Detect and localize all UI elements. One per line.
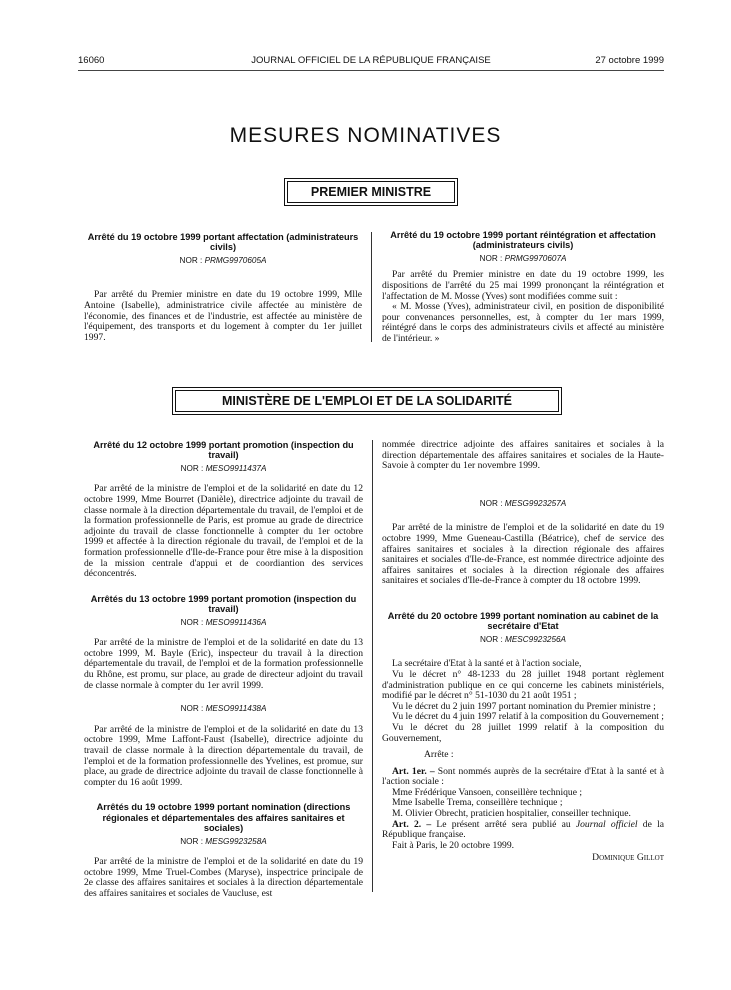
done-line: Fait à Paris, le 20 octobre 1999. <box>392 839 515 851</box>
issue-date: 27 octobre 1999 <box>595 55 664 66</box>
article-body: Par arrêté de la ministre de l'emploi et de la solidarité en date du 19 octobre 1999, Mme Gueneau-Castilla (Béatrice), chef de service des affaires sanitaires et sociales à la direction régionale des affaires sanitaires et sociales d'Ile-de-France, est nommée directrice adjointe des affaires sanitaires et sociales à la direction régionale des affaires sanitaires et sociales d'Ile-de-France à compter du 18 octobre 1999. <box>382 522 664 587</box>
article-2-label: Art. 2. – <box>392 818 432 830</box>
column-divider <box>371 232 372 342</box>
section-box-premier-ministre <box>284 178 458 206</box>
article-body: Par arrêté de la ministre de l'emploi et de la solidarité en date du 12 octobre 1999, Mme Bourret (Danièle), directrice adjointe du travail de classe normale à la direction départementale du travail, de l'emploi et de la formation professionnelle de Paris, est promue au grade de directrice adjointe du travail de classe fonctionnelle à compter du 1er octobre 1999 et affectée à la direction régionale du travail, de l'emploi et de la formation professionnelle d'Ile-de-France pour être mise à la disposition de la mission centrale d'appui et de coordiantion des services déconcentrés. <box>84 483 363 580</box>
article-body: Par arrêté de la ministre de l'emploi et de la solidarité en date du 13 octobre 1999, Mme Laffont-Faust (Isabelle), directrice adjointe du travail de classe normale à la direction départementale du travail, de l'emploi et de la formation professionnelle des Yvelines, est promue, sur place, au grade de directrice adjointe du travail de classe fonctionnelle à compter du 16 août 1999. <box>84 723 363 788</box>
preamble-line: Vu le décret du 4 juin 1997 relatif à la composition du Gouvernement ; <box>392 711 664 723</box>
article-affectation <box>84 232 362 343</box>
article-title: Arrêtés du 19 octobre 1999 portant nomination (directions régionales et départementales des affaires sanitaires et sociales) <box>96 802 351 834</box>
arrete-label: Arrête : <box>424 749 454 761</box>
article-title: Arrêté du 19 octobre 1999 portant affectation (administrateurs civils) <box>87 232 359 253</box>
article-2: Art. 2. – Le présent arrêté sera publié au Journal officiel de la République française. <box>382 818 664 841</box>
article-title: Arrêtés du 13 octobre 1999 portant promotion (inspection du travail) <box>90 593 357 615</box>
right-column <box>382 440 664 864</box>
member-line: M. Olivier Obrecht, praticien hospitalier, conseiller technique. <box>392 808 631 820</box>
article-body-continued: nommée directrice adjointe des affaires sanitaires et sociales à la direction départementale des affaires sanitaires et sociales de la Haute-Savoie à compter du 1er novembre 1999. <box>382 439 664 472</box>
left-column <box>84 440 363 899</box>
article-1: Art. 1er. – Sont nommés auprès de la secrétaire d'Etat à la santé et à l'action sociale : <box>382 765 664 788</box>
nor-reference: NOR : MESC9923256A <box>479 634 567 644</box>
preamble-line: Vu le décret du 2 juin 1997 portant nomination du Premier ministre ; <box>392 700 656 712</box>
journal-name: JOURNAL OFFICIEL DE LA RÉPUBLIQUE FRANÇAISE <box>251 55 491 66</box>
preamble-line: Vu le décret n° 48-1233 du 28 juillet 1948 portant règlement d'administration publique en ce qui concerne les cabinets ministériels, modifié par le décret n° 51-1030 du 21 août 1951 ; <box>382 668 664 702</box>
article-body: Par arrêté du Premier ministre en date du 19 octobre 1999, les dispositions de l'arrêté du 25 mai 1999 prononçant la réintégration et l'affectation de M. Mosse (Yves) sont modifiées comme suit : <box>382 269 664 302</box>
column-divider <box>372 440 373 892</box>
nor-reference: NOR : PRMG9970607A <box>479 253 567 263</box>
nor-reference: NOR : MESO9911436A <box>180 617 267 627</box>
section-title: MINISTÈRE DE L'EMPLOI ET DE LA SOLIDARITÉ <box>175 390 559 412</box>
article-body: Par arrêté du Premier ministre en date du 19 octobre 1999, Mlle Antoine (Isabelle), administratrice civile affectée au ministère de l'économie, des finances et de l'industrie, est affectée au ministère de l'équipement, des transports et du logement à compter du 1er juillet 1997. <box>84 289 362 343</box>
article-title: Arrêté du 12 octobre 1999 portant promotion (inspection du travail) <box>93 440 354 461</box>
nor-reference: NOR : PRMG9970605A <box>179 255 267 265</box>
header-rule <box>78 70 664 71</box>
article-reintegration <box>382 230 664 345</box>
article-title: Arrêté du 20 octobre 1999 portant nomination au cabinet de la secrétaire d'Etat <box>387 610 659 632</box>
signature: Dominique Gillot <box>592 852 664 864</box>
section-box-emploi-solidarite <box>172 387 562 415</box>
article-1-label: Art. 1er. – <box>392 765 435 777</box>
preamble-line: Vu le décret du 28 juillet 1999 relatif à la composition du Gouvernement, <box>382 721 664 744</box>
nor-reference: NOR : MESG9923258A <box>180 836 267 846</box>
article-quote: « M. Mosse (Yves), administrateur civil, en position de disponibilité pour convenances personnelles, est, à compter du 1er mars 1999, réintégré dans le corps des administrateurs civils et affecté au ministère de l'intérieur. » <box>382 301 664 344</box>
nor-reference: NOR : MESO9911438A <box>180 704 267 714</box>
article-body: Par arrêté de la ministre de l'emploi et de la solidarité en date du 13 octobre 1999, M. Bayle (Eric), inspecteur du travail à la direction départementale du travail, de l'emploi et de la formation professionnelle du Rhône, est promu, sur place, au grade de directeur adjoint du travail de classe normale à compter du 1er avril 1999. <box>84 637 363 691</box>
nor-reference: NOR : MESG9923257A <box>479 498 567 508</box>
preamble-line: La secrétaire d'Etat à la santé et à l'action sociale, <box>392 658 582 670</box>
page-number: 16060 <box>78 55 105 66</box>
main-title: MESURES NOMINATIVES <box>229 124 502 147</box>
member-line: Mme Isabelle Trema, conseillère technique ; <box>392 797 563 809</box>
article-title: Arrêté du 19 octobre 1999 portant réintégration et affectation (administrateurs civils) <box>390 230 656 251</box>
member-line: Mme Frédérique Vansoen, conseillère technique ; <box>392 786 583 798</box>
nor-reference: NOR : MESO9911437A <box>180 463 267 473</box>
section-title: PREMIER MINISTRE <box>287 181 455 203</box>
article-body: Par arrêté de la ministre de l'emploi et de la solidarité en date du 19 octobre 1999, Mme Truel-Combes (Maryse), inspectrice principale de 2e classe des affaires sanitaires et sociales à la direction départementale des affaires sanitaires et sociales de Vaucluse, est <box>84 856 363 899</box>
